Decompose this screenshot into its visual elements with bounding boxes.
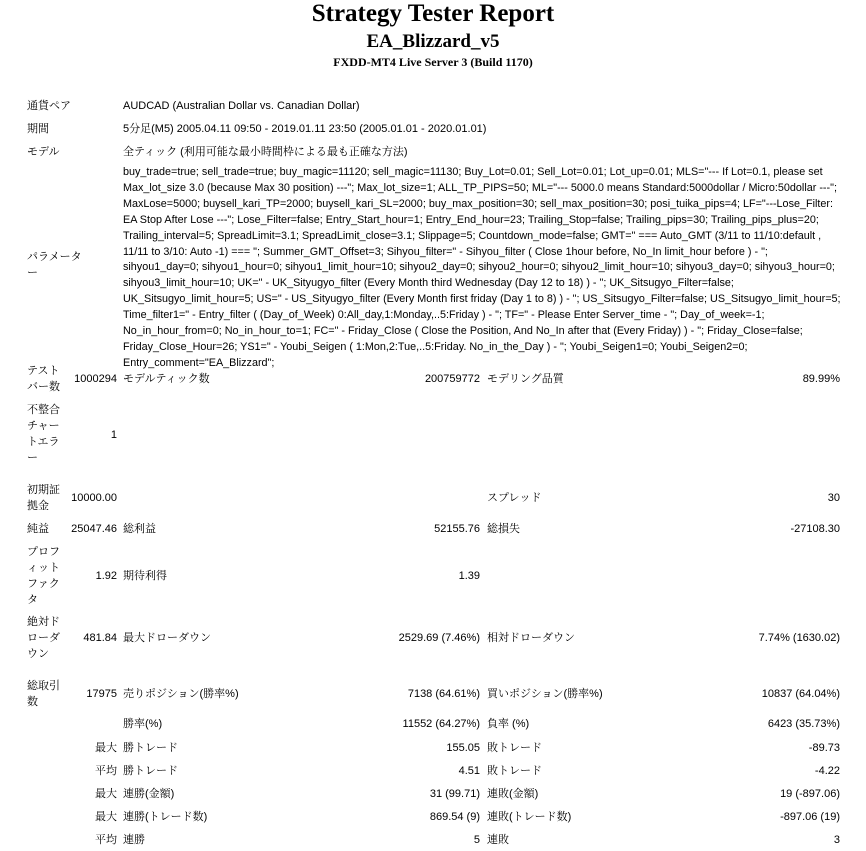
- ticks-value: 200759772: [424, 373, 480, 385]
- netprofit-label: 純益: [27, 523, 49, 535]
- long-positions-label: 買いポジション(勝率%): [487, 688, 603, 700]
- server-name: FXDD-MT4 Live Server 3 (Build 1170): [333, 55, 533, 69]
- mismatch-value: 1: [110, 429, 117, 441]
- relative-dd-label: 相対ドローダウン: [487, 632, 575, 644]
- detail-left-label: 勝トレード: [123, 742, 178, 754]
- model-label: モデル: [27, 146, 60, 158]
- expected-payoff-label: 期待利得: [123, 570, 167, 582]
- detail-right-value: -897.06 (19): [780, 811, 840, 823]
- long-positions-value: 10837 (64.04%): [761, 688, 840, 700]
- quality-label: モデリング品質: [487, 373, 564, 385]
- detail-left-label: 連勝(トレード数): [123, 811, 208, 823]
- absolute-dd-label: 絶対ドローダウン: [27, 616, 60, 660]
- short-positions-value: 7138 (64.61%): [407, 688, 480, 700]
- detail-right-label: 連敗(トレード数): [487, 811, 572, 823]
- netprofit-value: 25047.46: [71, 523, 117, 535]
- profitfactor-label: プロフィットファクタ: [27, 546, 60, 606]
- detail-left-value: 5: [473, 834, 480, 846]
- detail-left-label: 連勝(金額): [123, 788, 175, 800]
- bars-value: 1000294: [74, 373, 117, 385]
- quality-value: 89.99%: [802, 373, 840, 385]
- parameters-value: buy_trade=true; sell_trade=true; buy_magic=11120; sell_magic=11130; Buy_Lot=0.01; Sell_Lot=0.01; Lot_up=0.01; MLS="--- If Lot=0.1, please set Max_lot_size 3.0 (because Max 30 position) ---"; Max_lot_size=1; ALL_TP_PIPS=50; ML="--- 5000.0 means Standard:5000dollar / Micro:50dollar ---"; MaxLose=5000; buysell_kari_TP=2000; buysell_kari_SL=2000; buy_max_position=30; sell_max_position=30; posi_tuika_pips=4; LF="---Lose_Filter: EA Stop After Lose ---"; Lose_Filter=false; Entry_Start_hour=1; Entry_End_hour=23; Trailing_Stop=false; Trailing_pips=30; Trailing_pips_plus=20; Trailing_interval=5; SpreadLimit=3.1; SpreadLimit_close=3.1; Slippage=5; Countdown_mode=false; GMT=" === Auto_GMT (3/11 to 11/10:default , 11/11 to 3/10: Auto -1) === "; Summer_GMT_Offset=3; Sihyou_filter=" - Sihyou_filter ( Close 1hour before, No_In limit_hour before ) - "; sihyou1_day=0; sihyou1_hour=0; sihyou1_limit_hour=10; sihyou2_day=0; sihyou2_hour=0; sihyou2_limit_hour=10; sihyou3_day=0; sihyou3_hour=0; sihyou3_limit_hour=10; UK=" - UK_Sityugyo_filter (Every Month third Wednesday (Day 12 to 18) ) - "; UK_Sitsugyo_Filter=false; UK_Sitsugyo_limit_hour=5; US=" - US_Sityugyo_filter (Every Month first friday (Day 1 to 8) ) - "; US_Sitsugyo_Filter=false; US_Sitsugyo_limit_hour=5; Time_filter1=" - Entry_filter ( (Day_of_Week) 0:All_day,1:Monday,..5:Friday ) - "; TF=" - Please Enter Server_time - "; Day_of_week=-1; No_in_hour_from=0; No_in_hour_to=1; FC=" - Friday_Close ( Close the Position, And No_In after that (Every Friday) ) - "; Friday_Close=false; Friday_Close_Hour=26; YS1=" - Youbi_Seigen ( 1:Mon,2:Tue,..5:Friday. No_in_the_Day ) - "; Youbi_Seigen1=0; Youbi_Seigen2=0; Entry_comment="EA_Blizzard";: [123, 166, 841, 369]
- detail-prefix: 最大: [95, 742, 117, 754]
- detail-left-value: 869.54 (9): [429, 811, 480, 823]
- parameters-label: パラメーター: [27, 251, 82, 279]
- report-title: Strategy Tester Report: [311, 0, 555, 27]
- detail-right-label: 連敗: [487, 834, 509, 846]
- detail-right-value: -89.73: [808, 742, 840, 754]
- grossloss-label: 総損失: [487, 523, 520, 535]
- detail-prefix: 平均: [95, 765, 117, 777]
- model-value: 全ティック (利用可能な最小時間枠による最も正確な方法): [123, 146, 408, 158]
- detail-right-value: 19 (-897.06): [780, 788, 840, 800]
- detail-left-value: 4.51: [458, 765, 480, 777]
- detail-right-label: 敗トレード: [487, 765, 542, 777]
- deposit-label: 初期証拠金: [27, 484, 60, 512]
- detail-right-value: 3: [833, 834, 840, 846]
- mismatch-label: 不整合チャートエラー: [27, 404, 60, 464]
- spread-value: 30: [827, 492, 840, 504]
- total-trades-value: 17975: [86, 688, 117, 700]
- ticks-label: モデルティック数: [123, 373, 210, 385]
- relative-dd-value: 7.74% (1630.02): [758, 632, 840, 644]
- symbol-label: 通貨ペア: [27, 100, 71, 112]
- short-positions-label: 売りポジション(勝率%): [123, 688, 239, 700]
- detail-prefix: 最大: [95, 811, 117, 823]
- grossprofit-label: 総利益: [123, 523, 156, 535]
- detail-right-label: 連敗(金額): [487, 788, 539, 800]
- symbol-value: AUDCAD (Australian Dollar vs. Canadian Dollar): [123, 100, 360, 112]
- grossprofit-value: 52155.76: [434, 523, 480, 535]
- loss-rate-value: 6423 (35.73%): [767, 718, 840, 730]
- detail-prefix: 平均: [95, 834, 117, 846]
- max-dd-label: 最大ドローダウン: [123, 632, 211, 644]
- win-rate-value: 11552 (64.27%): [402, 718, 480, 730]
- grossloss-value: -27108.30: [790, 523, 840, 535]
- detail-left-value: 155.05: [446, 742, 480, 754]
- win-rate-label: 勝率(%): [123, 718, 163, 730]
- total-trades-label: 総取引数: [27, 680, 60, 708]
- absolute-dd-value: 481.84: [83, 632, 117, 644]
- detail-right-label: 敗トレード: [487, 742, 542, 754]
- detail-right-value: -4.22: [814, 765, 840, 777]
- detail-left-value: 31 (99.71): [429, 788, 480, 800]
- max-dd-value: 2529.69 (7.46%): [398, 632, 480, 644]
- bars-label: テストバー数: [27, 365, 60, 393]
- deposit-value: 10000.00: [71, 492, 117, 504]
- loss-rate-label: 負率 (%): [487, 718, 530, 730]
- period-value: 5分足(M5) 2005.04.11 09:50 - 2019.01.11 23:50 (2005.01.01 - 2020.01.01): [123, 123, 487, 135]
- spread-label: スプレッド: [487, 492, 542, 504]
- expected-payoff-value: 1.39: [458, 570, 480, 582]
- detail-left-label: 勝トレード: [123, 765, 178, 777]
- period-label: 期間: [27, 123, 49, 135]
- detail-prefix: 最大: [95, 788, 117, 800]
- detail-left-label: 連勝: [123, 834, 145, 846]
- ea-name: EA_Blizzard_v5: [366, 31, 500, 52]
- profitfactor-value: 1.92: [95, 570, 117, 582]
